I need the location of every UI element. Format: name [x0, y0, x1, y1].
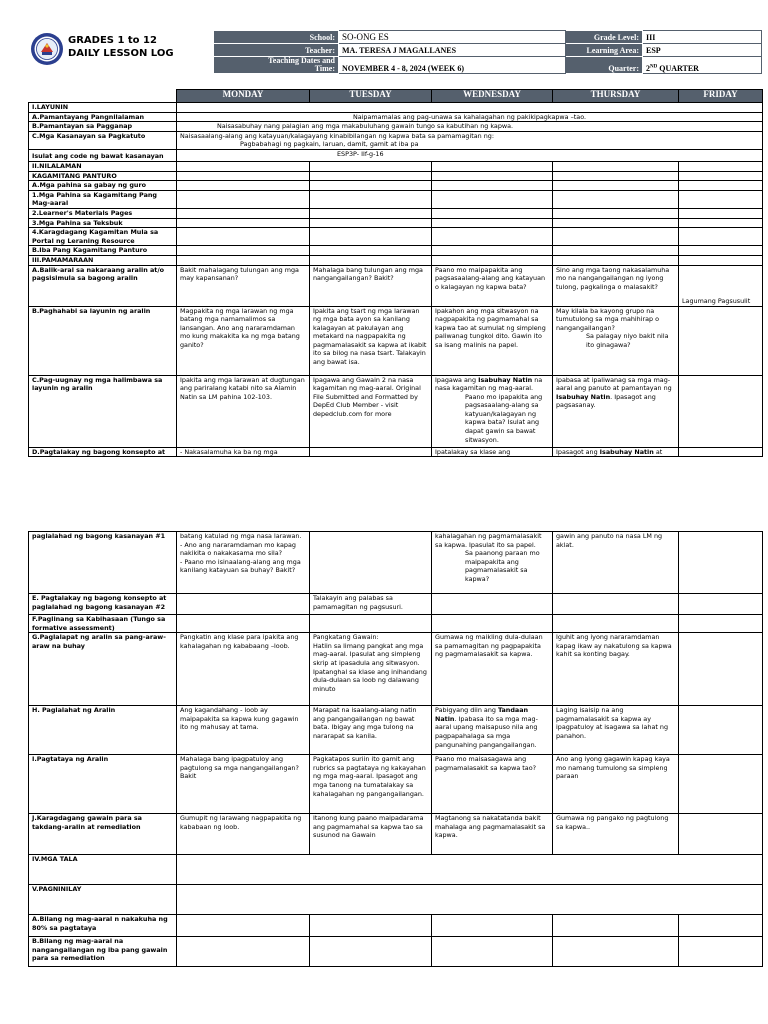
pagtalakay-1-cont-wednesday — [432, 532, 553, 594]
row-label-paglalapat: G.Paglalapat ng aralin sa pang-araw-araw na buhay — [29, 633, 177, 706]
section-pamamaraan: III.PAMAMARAAN — [29, 255, 177, 265]
pagtataya-thursday: Ano ang iyong gagawin kapag kaya mo namang tumulong sa simpleng paraan — [553, 755, 679, 814]
lesson-log-table-page1 — [28, 89, 763, 457]
row-label-kagamitan-mag-aaral: 1.Mga Pahina sa Kagamitang Pang Mag-aaral — [29, 190, 177, 208]
remediation-tuesday: Itanong kung paano maipadarama ang pagmamahal sa kapwa tao sa susunod na Gawain — [310, 814, 432, 855]
text: Pabigyang diin ang — [435, 706, 498, 715]
lesson-log-table-page2 — [28, 531, 763, 967]
cell — [177, 855, 763, 885]
cell — [679, 306, 763, 375]
header — [28, 30, 762, 73]
cell — [177, 615, 310, 633]
cell — [679, 755, 763, 814]
cell — [679, 615, 763, 633]
cell — [310, 228, 432, 246]
paghahabi-tuesday: Ipakita ang tsart ng mga larawan ng mga bata ayon sa kanilang kalagayan at pakulayan ang metakard na nagpapakita ng pagmamalasakit sa kapwa at ikabit ito sa bilog na nasa tsart. Talakayin ang bawat isa. — [310, 306, 432, 375]
cell — [679, 228, 763, 246]
day-thursday: THURSDAY — [553, 90, 679, 103]
deped-seal-icon — [30, 32, 64, 66]
cell — [679, 706, 763, 755]
cell — [432, 171, 553, 181]
cell — [553, 246, 679, 256]
cell — [679, 375, 763, 447]
cell — [553, 228, 679, 246]
cell — [432, 615, 553, 633]
paghahabi-monday: Magpakita ng mga larawan ng mga batang mga namamalimos sa lansangan. Ano ang nararamdaman mo kung makakita ka ng mga batang ganito? — [177, 306, 310, 375]
isabuhay-natin-bold: Isabuhay Natin — [556, 392, 611, 401]
cell — [177, 594, 310, 615]
cell — [310, 161, 432, 171]
pagtalakay-1-cont-tuesday — [310, 532, 432, 594]
row-label-paglalahat: H. Paglalahat ng Aralin — [29, 706, 177, 755]
row-label-balik-aral: A.Balik-aral sa nakaraang aralin at/o pagsisimula sa bagong aralin — [29, 265, 177, 306]
paglalapat-thursday: Iguhit ang iyong nararamdaman kapag ikaw ay nakatulong sa kapwa kahit sa konting bagay. — [553, 633, 679, 706]
pag-uugnay-monday: Ipakita ang mga larawan at dugtungan ang pariralang katabi nito sa Alamin Natin sa LM pahina 102-103. — [177, 375, 310, 447]
pagtalakay-1-tuesday — [310, 447, 432, 457]
text: Sa paanong paraan mo maipapakita ang pagmamalasakit sa kapwa? — [465, 549, 540, 583]
document-title — [68, 34, 174, 60]
section-layunin: I.LAYUNIN — [29, 103, 177, 113]
cell — [553, 171, 679, 181]
row-label-kabihasaan: F.Paglinang sa Kabihasaan (Tungo sa formative assessment) — [29, 615, 177, 633]
row-label-pagtalakay-1-cont: paglalahad ng bagong kasanayan #1 — [29, 532, 177, 594]
cell — [177, 171, 310, 181]
balik-aral-wednesday: Paano mo maipapakita ang pagsasaalang-alang ang katayuan o kalagayan ng kapwa bata? — [432, 265, 553, 306]
remediation-thursday: Gumawa ng pangako ng pagtulong sa kapwa.. — [553, 814, 679, 855]
cell — [177, 208, 310, 218]
row-label-portal: 4.Karagdagang Kagamitan Mula sa Portal ng Leraning Resource — [29, 228, 177, 246]
quarter-value — [643, 57, 762, 74]
cell — [177, 103, 763, 113]
cell — [310, 255, 432, 265]
row-label-bilang-a: A.Bilang ng mag-aaral n nakakuha ng 80% sa pagtataya — [29, 915, 177, 937]
section-mga-tala: IV.MGA TALA — [29, 855, 177, 885]
cell — [310, 171, 432, 181]
tandaan-natin-bold: Tandaan Natin — [435, 706, 529, 723]
paghahabi-thursday-line-2: Sa palagay niyo bakit nila ito ginagawa? — [586, 332, 669, 349]
school-label: School: — [214, 31, 339, 44]
pagtalakay-1-wednesday: Ipatalakay sa klase ang — [432, 447, 553, 457]
cell — [679, 633, 763, 706]
cell — [679, 246, 763, 256]
pagtalakay-1-thursday — [553, 447, 679, 457]
cell — [310, 246, 432, 256]
text: Paano mo ipapakita ang pagsasaalang-alang sa katyuan/kalagayan ng kapwa bata? Isulat ang dapat gawin sa bawat sitwasyon. — [465, 392, 543, 444]
cell — [432, 246, 553, 256]
cell — [679, 181, 763, 191]
cell — [310, 190, 432, 208]
cell — [679, 814, 763, 855]
cell — [177, 937, 310, 967]
text: Ipasagot ang — [556, 447, 600, 456]
row-label-pagkatuto: C.Mga Kasanayan sa Pagkatuto — [29, 131, 177, 149]
balik-aral-thursday: Sino ang mga taong nakasalamuha mo na nangangailangan ng iyong tulong, pagkalinga o malasakit? — [553, 265, 679, 306]
pag-uugnay-thursday — [553, 375, 679, 447]
cell — [432, 228, 553, 246]
pagkatuto-text — [177, 131, 763, 149]
row-label-remediation: J.Karagdagang gawain para sa takdang-aralin at remediation — [29, 814, 177, 855]
cell — [553, 594, 679, 615]
pagtataya-monday: Mahalaga bang ipagpatuloy ang pagtulong sa mga nangangailangan? Bakit — [177, 755, 310, 814]
pagtataya-tuesday: Pagkatapos suriin ito gamit ang rubrics sa pagtataya ng kakayahan ng mga mag-aaral. Ipasagot ang mga tanong na tumatalakay sa kahalagahan ng pangangailangan. — [310, 755, 432, 814]
paghahabi-thursday-line-1: May kilala ba kayong grupo na tumutulong sa mga mahihirap o nangangailangan? — [556, 306, 660, 332]
cell — [177, 190, 310, 208]
text: na nasa kagamitan ng mag-aaral. — [435, 375, 543, 393]
cell — [310, 218, 432, 228]
cell — [177, 181, 310, 191]
cell — [432, 218, 553, 228]
grade-level-label: Grade Level: — [566, 31, 643, 44]
text: Ipagawa ang — [435, 375, 479, 384]
cell — [432, 594, 553, 615]
cell — [310, 915, 432, 937]
pagkatuto-line-1: Naisasaalang-alang ang katayuan/kalagayang kinabibilangan ng kapwa bata sa pamamagitan ng: — [180, 131, 494, 140]
grade-level-value: III — [643, 31, 762, 44]
competency-code: ESP3P- IIf-g-16 — [177, 149, 763, 161]
row-label-pag-uugnay: C.Pag-uugnay ng mga halimbawa sa layunin ng aralin — [29, 375, 177, 447]
isabuhay-natin-bold: Isabuhay Natin — [599, 447, 654, 456]
paghahabi-wednesday: Ipakahon ang mga sitwasyon na nagpapakita ng pagmamahal sa kapwa tao at sumulat ng simpleng paliwanag tungkol dito. Gawin ito sa isang malinis na papel. — [432, 306, 553, 375]
title-line-2: DAILY LESSON LOG — [68, 48, 174, 59]
paghahabi-thursday — [553, 306, 679, 375]
learning-area-label: Learning Area: — [566, 44, 643, 57]
cell — [553, 915, 679, 937]
row-label-lm-pages: 2.Learner's Materials Pages — [29, 208, 177, 218]
cell — [432, 937, 553, 967]
pagtataya-wednesday: Paano mo maisasagawa ang pagmamalasakit sa kapwa tao? — [432, 755, 553, 814]
section-kagamitan: KAGAMITANG PANTURO — [29, 171, 177, 181]
row-label-code: Isulat ang code ng bawat kasanayan — [29, 149, 177, 161]
balik-aral-monday: Bakit mahalagang tulungan ang mga may kapansanan? — [177, 265, 310, 306]
quarter-suffix: ND — [650, 64, 658, 70]
section-nilalaman: II.NILALAMAN — [29, 161, 177, 171]
remediation-wednesday: Magtanong sa nakatatanda bakit mahalaga ang pagmamalasakit sa kapwa. — [432, 814, 553, 855]
pagtalakay-1-cont-monday: batang katulad ng mga nasa larawan. - Ano ang nararamdaman mo kapag nakikita o nakakasama mo sila? - Paano mo isinaalang-alang ang mga kanilang katayuan sa buhay? Bakit? — [177, 532, 310, 594]
cell — [432, 915, 553, 937]
text: kahalagahan ng pagmamalasakit sa kapwa. Ipasulat ito sa papel. — [435, 532, 542, 549]
cell — [177, 228, 310, 246]
cell — [553, 937, 679, 967]
cell — [679, 161, 763, 171]
cell — [177, 218, 310, 228]
teaching-dates-value: NOVEMBER 4 - 8, 2024 (WEEK 6) — [339, 57, 566, 74]
pagkatuto-line-2: Pagbabahagi ng pagkain, laruan, damit, gamit at iba pa — [240, 140, 419, 149]
teacher-label: Teacher: — [214, 44, 339, 57]
teaching-dates-label-2: Time: — [314, 64, 335, 73]
row-label-pagtataya: I.Pagtataya ng Aralin — [29, 755, 177, 814]
title-line-1: GRADES 1 to 12 — [68, 35, 157, 46]
paglalahat-wednesday — [432, 706, 553, 755]
cell — [553, 615, 679, 633]
text: at — [653, 447, 663, 456]
cell — [177, 885, 763, 915]
row-label-bilang-b: B.Bilang ng mag-aaral na nangangailangan ng iba pang gawain para sa remediation — [29, 937, 177, 967]
pag-uugnay-tuesday: Ipagawa ang Gawain 2 na nasa kagamitan ng mag-aaral. Original File Submitted and Formatted by DepEd Club Member - visit depedclub.com for more — [310, 375, 432, 447]
header-info-grid — [213, 30, 762, 74]
pagtalakay-1-monday: - Nakasalamuha ka ba ng mga — [177, 447, 310, 457]
cell — [553, 218, 679, 228]
paglalahat-monday: Ang kagandahang - loob ay maipapakita sa kapwa kung gagawin ito ng mahusay at tama. — [177, 706, 310, 755]
cell — [553, 255, 679, 265]
friday-lagumang-pagsusulit: Lagumang Pagsusulit — [679, 265, 763, 306]
cell — [679, 255, 763, 265]
cell — [553, 181, 679, 191]
row-label-pagtalakay-2: E. Pagtalakay ng bagong konsepto at paglalahad ng bagong kasanayan #2 — [29, 594, 177, 615]
pagtalakay-2-tuesday: Talakayin ang palabas sa pamamagitan ng pagsusuri. — [310, 594, 432, 615]
cell — [679, 915, 763, 937]
day-wednesday: WEDNESDAY — [432, 90, 553, 103]
row-label-teksbuk: 3.Mga Pahina sa Teksbuk — [29, 218, 177, 228]
cell — [432, 181, 553, 191]
pagganap-text: Naisasabuhay nang palagian ang mga makabuluhang gawain tungo sa kabutihan ng kapwa. — [177, 122, 763, 132]
teaching-dates-label — [214, 57, 339, 74]
cell — [432, 161, 553, 171]
day-monday: MONDAY — [177, 90, 310, 103]
paglalahat-thursday: Laging isaisip na ang pagmamalasakit sa kapwa ay ipagpatuloy at isagawa sa lahat ng panahon. — [553, 706, 679, 755]
learning-area-value: ESP — [643, 44, 762, 57]
teaching-dates-label-1: Teaching Dates and — [268, 56, 335, 65]
cell — [553, 161, 679, 171]
row-label-iba-pang: B.Iba Pang Kagamitang Panturo — [29, 246, 177, 256]
cell — [432, 208, 553, 218]
cell — [310, 937, 432, 967]
cell — [432, 190, 553, 208]
cell — [679, 171, 763, 181]
cell — [553, 208, 679, 218]
balik-aral-tuesday: Mahalaga bang tulungan ang mga nangangailangan? Bakit? — [310, 265, 432, 306]
cell — [679, 447, 763, 457]
paglalapat-monday: Pangkatin ang klase para ipakita ang kahalagahan ng kababaang –loob. — [177, 633, 310, 706]
pag-uugnay-wednesday — [432, 375, 553, 447]
cell — [679, 937, 763, 967]
day-tuesday: TUESDAY — [310, 90, 432, 103]
pagtalakay-1-cont-thursday: gawin ang panuto na nasa LM ng aklat. — [553, 532, 679, 594]
text: . Ipabasa ito sa mga mag-aaral upang maisapuso nila ang pagpapahalaga sa mga pangunahing pangangailangan. — [435, 714, 538, 749]
row-label-pangnilalaman: A.Pamantayang Pangnilalaman — [29, 112, 177, 122]
section-pagninilay: V.PAGNINILAY — [29, 885, 177, 915]
text: . Ipasagot ang pagsasanay. — [556, 392, 656, 410]
cell — [177, 246, 310, 256]
cell — [679, 594, 763, 615]
row-label-pagtalakay-1: D.Pagtalakay ng bagong konsepto at — [29, 447, 177, 457]
remediation-monday: Gumupit ng larawang nagpapakita ng kababaan ng loob. — [177, 814, 310, 855]
quarter-number: 2 — [646, 64, 650, 73]
row-label-pagganap: B.Pamantayan sa Pagganap — [29, 122, 177, 132]
cell — [177, 915, 310, 937]
quarter-word: QUARTER — [657, 64, 699, 73]
teacher-value: MA. TERESA J MAGALLANES — [339, 44, 566, 57]
cell — [679, 190, 763, 208]
isabuhay-natin-bold: Isabuhay Natin — [478, 375, 533, 384]
text: Ipabasa at ipaliwanag sa mga mag-aaral ang panuto at pamantayan ng — [556, 375, 672, 393]
cell — [679, 208, 763, 218]
quarter-label: Quarter: — [566, 57, 643, 74]
cell — [679, 532, 763, 594]
cell — [177, 161, 310, 171]
row-label-gabay: A.Mga pahina sa gabay ng guro — [29, 181, 177, 191]
cell — [679, 218, 763, 228]
paglalahat-tuesday: Marapat na isaalang-alang natin ang pangangailangan ng bawat bata. Ibigay ang mga tulong na nararapat sa kanila. — [310, 706, 432, 755]
cell — [553, 190, 679, 208]
cell — [310, 615, 432, 633]
school-value: SO-ONG ES — [339, 31, 566, 44]
pangnilalaman-text: Naipamamalas ang pag-unawa sa kahalagahan ng pakikipagkapwa –tao. — [177, 112, 763, 122]
day-friday: FRIDAY — [679, 90, 763, 103]
cell — [310, 208, 432, 218]
cell — [310, 181, 432, 191]
paglalapat-wednesday: Gumawa ng maikling dula-dulaan sa pamamagitan ng pagpapakita ng pagmamalasakit sa kapwa. — [432, 633, 553, 706]
cell — [177, 255, 310, 265]
blank-header-cell — [29, 90, 177, 103]
paglalapat-tuesday: Pangkatang Gawain: Hatiin sa limang pangkat ang mga mag-aaral. Ipasulat ang simpleng skrip at ipasadula ang sitwasyon. Ipatanghal sa klase ang inihandang dula-dulaan sa loob ng dalawang minuto — [310, 633, 432, 706]
cell — [432, 255, 553, 265]
row-label-paghahabi: B.Paghahabi sa layunin ng aralin — [29, 306, 177, 375]
